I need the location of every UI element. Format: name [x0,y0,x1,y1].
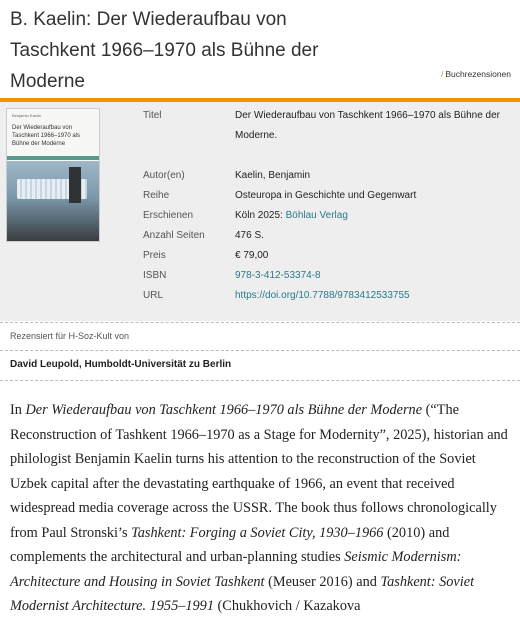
meta-value-title: Der Wiederaufbau von Taschkent 1966–1970 als Bühne der Moderne. [235,110,500,141]
meta-row-published [143,206,348,226]
meta-label: ISBN [143,270,167,281]
body-text: (2010) and complements the architectural and urban-planning studies [10,524,450,565]
divider [0,322,520,323]
cover-author: Benjamin Kaelin [12,113,41,118]
meta-label: Reihe [143,190,170,201]
cited-title-italic: Tashkent: Forging a Soviet City, 1930–1966 [131,524,384,541]
reviewer-name: David Leupold, Humboldt-Universität zu Berlin [10,359,232,370]
meta-label: URL [143,290,164,301]
meta-label: Titel [143,110,162,121]
meta-row-author [143,166,311,186]
book-title-italic: Der Wiederaufbau von Taschkent 1966–1970 als Bühne der Moderne [25,402,423,418]
meta-row-title [143,106,500,141]
book-cover-image [6,108,100,242]
cited-title-italic: Tashkent: Soviet Modernist Architecture. 1955–1991 [10,573,475,614]
meta-row-pages [143,226,264,246]
cover-photo [7,161,99,241]
meta-value-published [235,206,515,226]
divider [0,350,520,351]
doi-link[interactable]: https://doi.org/10.7788/9783412533755 [235,290,410,301]
divider [0,380,520,381]
meta-value-series: Osteuropa in Geschichte und Gegenwart [235,190,417,201]
meta-label: Erschienen [143,210,194,221]
slash-icon: / [440,69,444,79]
book-info-panel [0,102,520,321]
category-label: Buchrezensionen [445,69,511,79]
category-link-buchrezensionen[interactable] [441,69,511,79]
cited-title-italic: Seismic Modernism: Architecture and Housing in Soviet Tashkent [10,549,462,590]
body-text: (Chukhovich / Kazakova [213,598,361,614]
publisher-link[interactable]: Böhlau Verlag [285,210,348,221]
meta-label: Autor(en) [143,170,185,181]
meta-label: Anzahl Seiten [143,230,205,241]
body-text: In [10,402,26,418]
body-text: (Meuser 2016) and [264,573,381,590]
meta-row-isbn [143,266,321,286]
reviewed-for-label: Rezensiert für H-Soz-Kult von [10,331,130,341]
cover-tower [69,167,81,203]
cover-title: Der Wiederaufbau von Taschkent 1966–1970 als Bühne der Moderne [12,125,81,147]
published-place-year: Köln 2025: [235,210,283,221]
meta-value-pages: 476 S. [235,230,264,241]
meta-value-author: Kaelin, Benjamin [235,170,311,181]
review-body-paragraph [10,398,515,619]
meta-label: Preis [143,250,166,261]
meta-row-price [143,246,269,266]
body-text: (“The Reconstruction of Tashkent 1966–1970 as a Stage for Modernity”, 2025), historian and philologist Benjamin Kaelin turns his attention to the reconstruction of the Soviet Uzbek capital after the devastating earthquake of 1966, an event that received widespread media coverage across the USSR. The book thus follows chronologically from Paul Stronski’s [10,402,508,541]
meta-row-url [143,286,410,306]
cover-band [7,156,99,160]
meta-value-price: € 79,00 [235,250,269,261]
isbn-link[interactable]: 978-3-412-53374-8 [235,270,321,281]
page-title: B. Kaelin: Der Wiederaufbau von Taschkent 1966–1970 als Bühne der Moderne [10,9,319,92]
meta-row-series [143,186,417,206]
